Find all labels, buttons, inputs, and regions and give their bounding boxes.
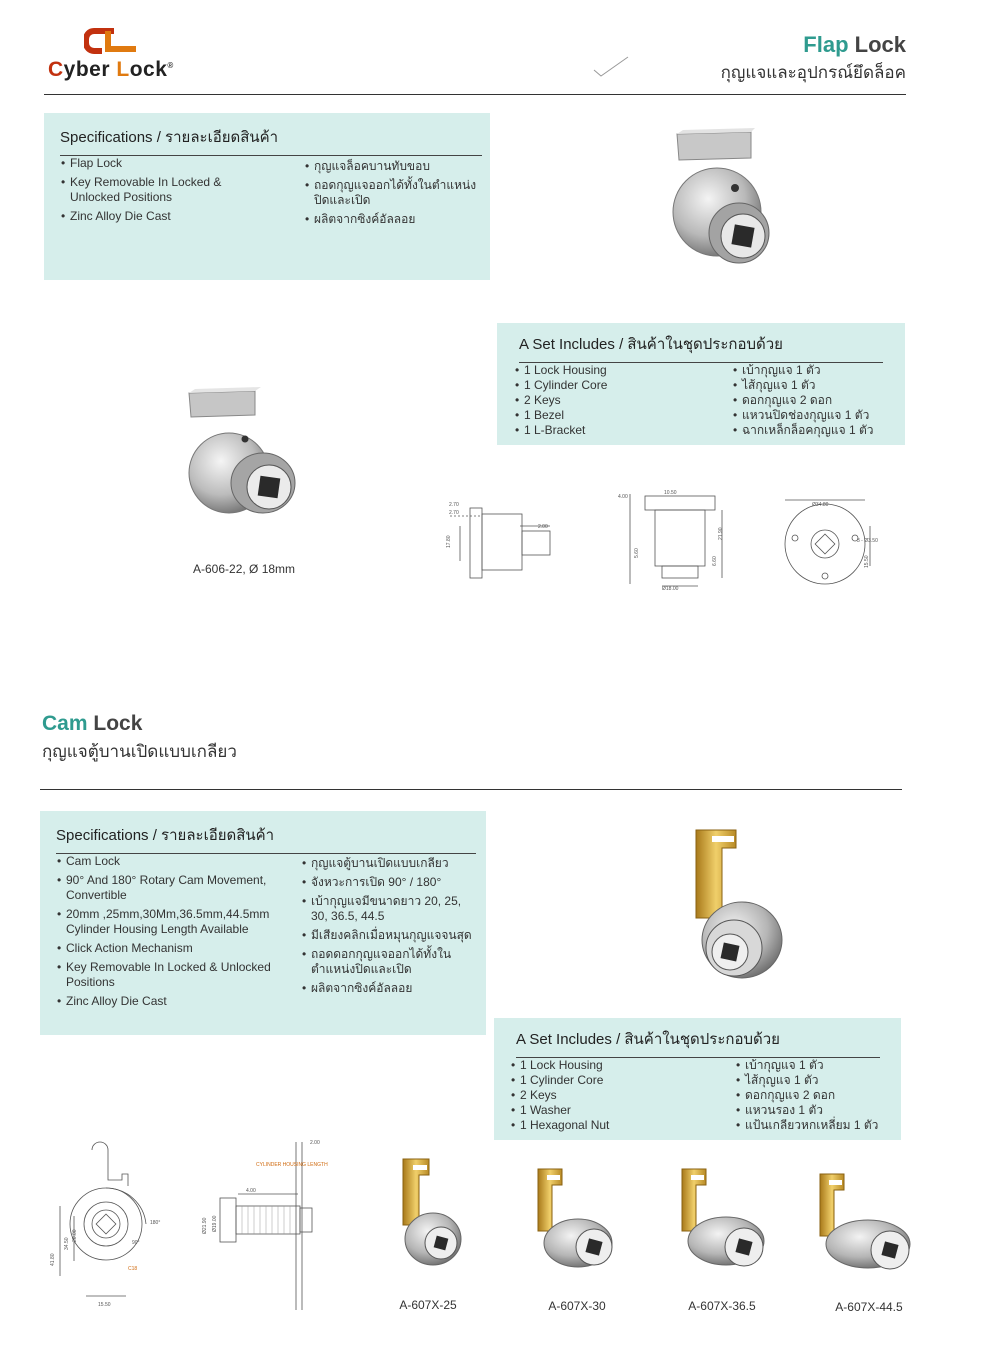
cam-specs-thai [302,856,480,1000]
list-item: • ผลิตจากซิงค์อัลลอย [302,981,480,996]
flap-lock-photo [665,128,775,278]
cam-lock-technical-drawing [42,1136,332,1314]
dimension-label: 10.50 [664,490,677,496]
cam-specifications-box [40,811,486,1035]
dimension-label: 4.00 [618,494,628,500]
cam-set-includes-box [494,1018,901,1140]
list-item: • Zinc Alloy Die Cast [61,209,261,224]
list-item: • 1 L-Bracket [515,423,695,438]
dimension-label: 90° [132,1240,140,1246]
list-item: • จังหวะการเปิด 90° / 180° [302,875,480,890]
dimension-label: 3 - Ø3.50 [857,538,878,544]
list-item: • เบ้ากุญแจ 1 ตัว [736,1058,899,1073]
list-item: • Click Action Mechanism [57,941,272,956]
model-caption: A-607X-30 [548,1299,606,1313]
list-item: • 1 Washer [511,1103,691,1118]
cam-specs-english [57,854,272,1013]
cam-model-44-5-photo [814,1170,924,1290]
flap-specs-thai [305,159,480,231]
cam-specifications-heading: Specifications / รายละเอียดสินค้า [56,823,476,854]
brand-name: Cyber Lock® [48,58,174,81]
list-item: • 1 Cylinder Core [515,378,695,393]
dimension-label: 4.00 [246,1188,256,1194]
dimension-label: Ø19.00 [212,1215,218,1232]
cam-model-30-photo [532,1165,632,1285]
cam-set-english [511,1058,691,1133]
dimension-label: Ø21.90 [202,1217,208,1234]
dimension-label: 6.60 [712,556,718,566]
dimension-label: Ø34.80 [812,502,829,508]
flap-product-caption: A-606-22, Ø 18mm [193,562,296,576]
divider [40,789,902,790]
dimension-label: 2.70 [449,510,459,516]
flap-lock-heading [721,32,906,86]
flap-set-includes-box [497,323,905,445]
divider [44,94,906,95]
list-item: • กุญแจตู้บานเปิดแบบเกลียว [302,856,480,871]
dimension-label: 15.50 [98,1302,111,1308]
list-item: • กุญแจล็อคบานทับขอบ [305,159,480,174]
flap-set-thai [733,363,903,438]
list-item: • 2 Keys [511,1088,691,1103]
list-item: • 1 Lock Housing [511,1058,691,1073]
list-item: • ดอกกุญแจ 2 ดอก [733,393,903,408]
dimension-label: 17.80 [446,535,452,548]
list-item: • มีเสียงคลิกเมื่อหมุนกุญแจจนสุด [302,928,480,943]
model-caption: A-607X-25 [399,1298,457,1312]
list-item: • 90° And 180° Rotary Cam Movement, Convertible [57,873,272,903]
dimension-label: 180° [150,1220,161,1226]
cam-lock-photo [682,820,792,1000]
cylinder-length-label: CYLINDER HOUSING LENGTH [256,1162,328,1168]
list-item: • ผลิตจากซิงค์อัลลอย [305,212,480,227]
dimension-label: 20.00 [72,1229,78,1242]
list-item: • ดอกกุญแจ 2 ดอก [736,1088,899,1103]
cam-lock-subtitle: กุญแจตู้บานเปิดแบบเกลียว [42,742,237,761]
list-item: • 2 Keys [515,393,695,408]
flap-lock-product-photo [183,385,313,525]
dimension-label: 34.50 [64,1237,70,1250]
cam-set-heading: A Set Includes / สินค้าในชุดประกอบด้วย [516,1027,880,1058]
brand-logo [44,28,184,88]
list-item: • ฉากเหล็กล็อคกุญแจ 1 ตัว [733,423,903,438]
flap-set-heading: A Set Includes / สินค้าในชุดประกอบด้วย [519,332,883,363]
list-item: • เบ้ากุญแจ 1 ตัว [733,363,903,378]
dimension-label: 15.50 [864,555,870,568]
flap-lock-subtitle: กุญแจและอุปกรณ์ยึดล็อค [720,63,906,82]
dimension-label: Ø18.00 [662,586,679,592]
list-item: • Key Removable In Locked & Unlocked Positions [61,175,261,205]
cam-model-36-5-photo [676,1165,781,1285]
flap-specs-english [61,156,261,228]
dimension-label: 21.90 [718,527,724,540]
list-item: • แหวนรอง 1 ตัว [736,1103,899,1118]
dimension-label: C18 [128,1266,138,1272]
list-item: • แหวนปิดช่องกุญแจ 1 ตัว [733,408,903,423]
dimension-label: 2.70 [449,502,459,508]
flap-lock-title: Flap Lock [803,32,906,57]
flap-specifications-heading: Specifications / รายละเอียดสินค้า [60,125,482,156]
flap-specifications-box [44,113,490,280]
list-item: • 1 Bezel [515,408,695,423]
dimension-label: 5.60 [634,548,640,558]
dimension-label: 2.00 [310,1140,320,1146]
cam-model-25-photo [395,1155,475,1285]
list-item: • Cam Lock [57,854,272,869]
brand-logo-mark [84,28,154,60]
list-item: • ไส้กุญแจ 1 ตัว [733,378,903,393]
list-item: • เบ้ากุญแจมีขนาดยาว 20, 25, 30, 36.5, 44.5 [302,894,480,924]
list-item: • 1 Lock Housing [515,363,695,378]
cam-set-thai [736,1058,899,1133]
list-item: • Flap Lock [61,156,261,171]
dimension-label: 2.00 [538,524,548,530]
model-caption: A-607X-44.5 [835,1300,903,1314]
model-caption: A-607X-36.5 [688,1299,756,1313]
list-item: • 20mm ,25mm,30Mm,36.5mm,44.5mm Cylinder Housing Length Available [57,907,272,937]
list-item: • แป้นเกลียวหกเหลี่ยม 1 ตัว [736,1118,899,1133]
list-item: • Zinc Alloy Die Cast [57,994,272,1009]
flap-lock-technical-drawing [440,486,885,594]
list-item: • 1 Cylinder Core [511,1073,691,1088]
cam-lock-title: Cam Lock [42,712,143,735]
list-item: • ไส้กุญแจ 1 ตัว [736,1073,899,1088]
list-item: • ถอดกุญแจออกได้ทั้งในตำแหน่งปิดและเปิด [305,178,480,208]
check-mark-icon [592,54,632,80]
list-item: • Key Removable In Locked & Unlocked Positions [57,960,272,990]
list-item: • 1 Hexagonal Nut [511,1118,691,1133]
cam-lock-heading [42,712,237,765]
list-item: • ถอดดอกกุญแจออกได้ทั้งในตำแหน่งปิดและเปิด [302,947,480,977]
flap-set-english [515,363,695,438]
dimension-label: 41.80 [50,1253,56,1266]
